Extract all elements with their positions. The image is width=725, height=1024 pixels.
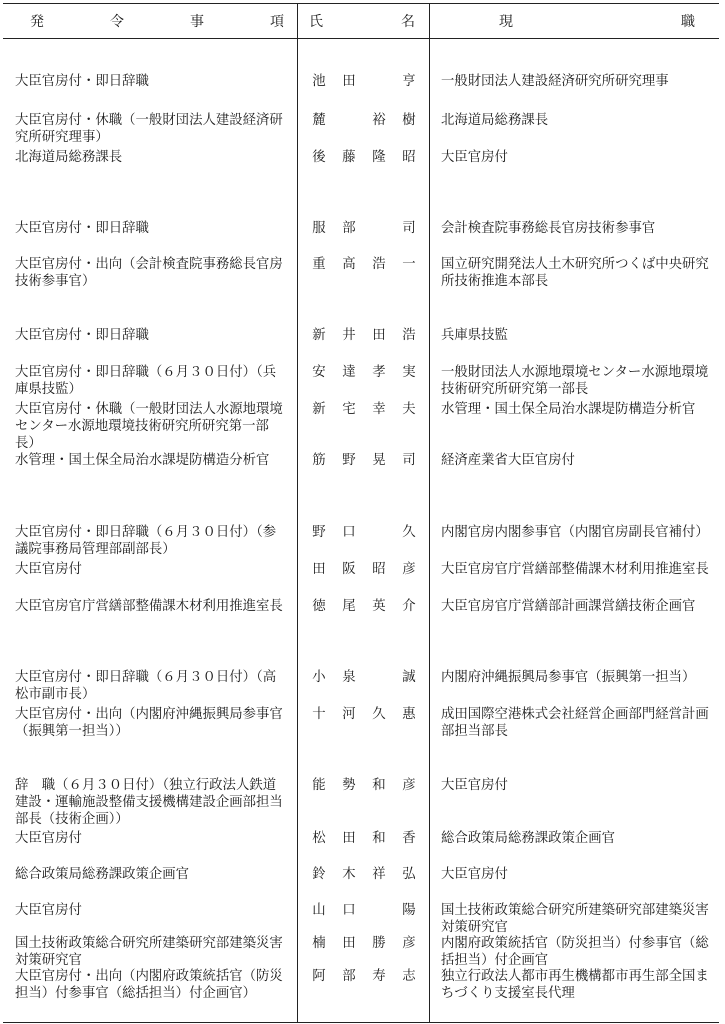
person-name [311,669,417,686]
name-char: 河 [342,707,356,722]
name-char: 祥 [372,867,386,882]
header-order: 発令事項 [30,14,284,30]
name-char: 司 [402,221,416,236]
person-name [311,598,417,615]
current-post: 兵庫県技監 [441,328,508,343]
name-char: 英 [372,599,386,614]
current-post: 国土技術政策総合研究所建築研究部建築災害対策研究官 [441,903,709,935]
current-post: 内閣官房内閣参事官（内閣官房副長官補付） [441,525,709,540]
personnel-table [3,3,719,1023]
name-char: 口 [342,525,356,540]
name-char: 昭 [372,562,386,577]
name-char: 介 [402,599,416,614]
name-char: 重 [312,257,326,272]
name-char: 勝 [372,936,386,951]
header-current-post: 現職 [499,14,695,30]
appointment-order: 大臣官房付・休職（一般財団法人建設経済研究所研究理事） [15,113,283,145]
name-char: 誠 [402,670,416,685]
appointment-order: 大臣官房付・出向（会計検査院事務総長官房技術参事官） [15,257,283,289]
name-char: 阪 [342,562,356,577]
name-char: 能 [312,778,326,793]
name-char: 鈴 [312,867,326,882]
name-char: 和 [372,831,386,846]
current-post: 大臣官房付 [441,867,508,882]
name-char: 一 [402,257,416,272]
name-char: 司 [402,453,416,468]
current-post: 独立行政法人都市再生機構都市再生部全国まちづくり支援室長代理 [441,969,709,1001]
name-char: 泉 [342,670,356,685]
header-divider [3,38,719,39]
current-post: 大臣官房官庁営繕部計画課営繕技術企画官 [441,599,696,614]
name-char: 安 [312,365,326,380]
name-char: 浩 [402,328,416,343]
name-char: 野 [342,453,356,468]
name-char: 田 [342,74,356,89]
person-name [311,220,417,237]
name-char: 昭 [402,150,416,165]
name-char: 新 [312,328,326,343]
appointment-order: 大臣官房付・出向（内閣府沖縄振興局参事官（振興第一担当）） [15,707,283,739]
name-char: 夫 [402,402,416,417]
current-post: 総合政策局総務課政策企画官 [441,831,616,846]
name-char: 筋 [312,453,326,468]
appointment-order: 大臣官房付 [15,831,82,846]
name-char: 彦 [402,562,416,577]
name-char: 藤 [342,150,356,165]
appointment-order: 大臣官房付・出向（内閣府政策統括官（防災担当）付参事官（総括担当）付企画官） [15,969,283,1001]
appointment-order: 大臣官房付・即日辞職 [15,221,149,236]
appointment-order: 大臣官房付・即日辞職（６月３０日付）（高松市副市長） [15,670,277,702]
person-name [311,112,417,129]
name-char: 野 [312,525,326,540]
name-char: 口 [342,903,356,918]
name-char: 阿 [312,969,326,984]
person-name [311,866,417,883]
person-name [311,149,417,166]
column-divider [297,4,298,1022]
current-post: 経済産業省大臣官房付 [441,453,575,468]
current-post: 成田国際空港株式会社経営企画部門経営計画部担当部長 [441,707,709,739]
person-name [311,364,417,381]
name-char: 田 [312,562,326,577]
person-name [311,561,417,578]
appointment-order: 大臣官房付・即日辞職 [15,74,149,89]
name-char: 和 [372,778,386,793]
appointment-order: 大臣官房付・即日辞職 [15,328,149,343]
name-char: 尾 [342,599,356,614]
name-char: 徳 [312,599,326,614]
current-post: 内閣府政策統括官（防災担当）付参事官（総括担当）付企画官 [441,936,709,968]
name-char: 麓 [312,113,326,128]
appointment-order: 大臣官房付・即日辞職（６月３０日付）（兵庫県技監） [15,365,277,397]
appointment-order: 大臣官房付・休職（一般財団法人水源地環境センター水源地環境技術研究所研究第一部長） [15,402,283,451]
current-post: 水管理・国土保全局治水課堤防構造分析官 [441,402,696,417]
name-char: 井 [342,328,356,343]
person-name [311,777,417,794]
appointment-order: 大臣官房官庁営繕部整備課木材利用推進室長 [15,599,283,614]
person-name [311,830,417,847]
name-char: 惠 [402,707,416,722]
appointment-order: 国土技術政策総合研究所建築研究部建築災害対策研究官 [15,936,283,968]
name-char: 木 [342,867,356,882]
person-name [311,935,417,952]
name-char: 亨 [402,74,416,89]
person-name [311,968,417,985]
name-char: 田 [342,936,356,951]
name-char: 裕 [372,113,386,128]
name-char: 彦 [402,778,416,793]
name-char: 浩 [372,257,386,272]
person-name [311,73,417,90]
current-post: 内閣府沖縄振興局参事官（振興第一担当） [441,670,696,685]
person-name [311,902,417,919]
name-char: 宅 [342,402,356,417]
name-char: 孝 [372,365,386,380]
name-char: 樹 [402,113,416,128]
appointment-order: 辞 職（６月３０日付）（独立行政法人鉄道建設・運輸施設整備支援機構建設企画部担当部長（技術企画）） [15,778,283,827]
name-char: 部 [342,969,356,984]
current-post: 会計検査院事務総長官房技術参事官 [441,221,656,236]
column-divider [429,4,430,1022]
name-char: 松 [312,831,326,846]
person-name [311,452,417,469]
person-name [311,524,417,541]
current-post: 国立研究開発法人土木研究所つくば中央研究所技術推進本部長 [441,257,709,289]
name-char: 晃 [372,453,386,468]
name-char: 田 [372,328,386,343]
appointment-order: 大臣官房付 [15,903,82,918]
name-char: 小 [312,670,326,685]
name-char: 志 [402,969,416,984]
current-post: 大臣官房付 [441,150,508,165]
name-char: 勢 [342,778,356,793]
name-char: 彦 [402,936,416,951]
name-char: 幸 [372,402,386,417]
appointment-order: 水管理・国土保全局治水課堤防構造分析官 [15,453,270,468]
appointment-order: 大臣官房付・即日辞職（６月３０日付）（参議院事務局管理部副部長） [15,525,277,557]
name-char: 弘 [402,867,416,882]
header-name: 氏名 [309,14,415,30]
name-char: 楠 [312,936,326,951]
name-char: 実 [402,365,416,380]
name-char: 後 [312,150,326,165]
name-char: 陽 [402,903,416,918]
current-post: 一般財団法人建設経済研究所研究理事 [441,74,669,89]
person-name [311,327,417,344]
name-char: 久 [402,525,416,540]
name-char: 田 [342,831,356,846]
appointment-order: 北海道局総務課長 [15,150,123,165]
name-char: 寿 [372,969,386,984]
appointment-order: 大臣官房付 [15,562,82,577]
name-char: 池 [312,74,326,89]
current-post: 北海道局総務課長 [441,113,549,128]
current-post: 大臣官房官庁営繕部整備課木材利用推進室長 [441,562,709,577]
person-name [311,706,417,723]
name-char: 高 [342,257,356,272]
name-char: 久 [372,707,386,722]
current-post: 大臣官房付 [441,778,508,793]
person-name [311,401,417,418]
person-name [311,256,417,273]
name-char: 部 [342,221,356,236]
name-char: 山 [312,903,326,918]
name-char: 隆 [372,150,386,165]
appointment-order: 総合政策局総務課政策企画官 [15,867,190,882]
name-char: 香 [402,831,416,846]
name-char: 達 [342,365,356,380]
name-char: 新 [312,402,326,417]
current-post: 一般財団法人水源地環境センター水源地環境技術研究所研究第一部長 [441,365,709,397]
name-char: 十 [312,707,326,722]
name-char: 服 [312,221,326,236]
